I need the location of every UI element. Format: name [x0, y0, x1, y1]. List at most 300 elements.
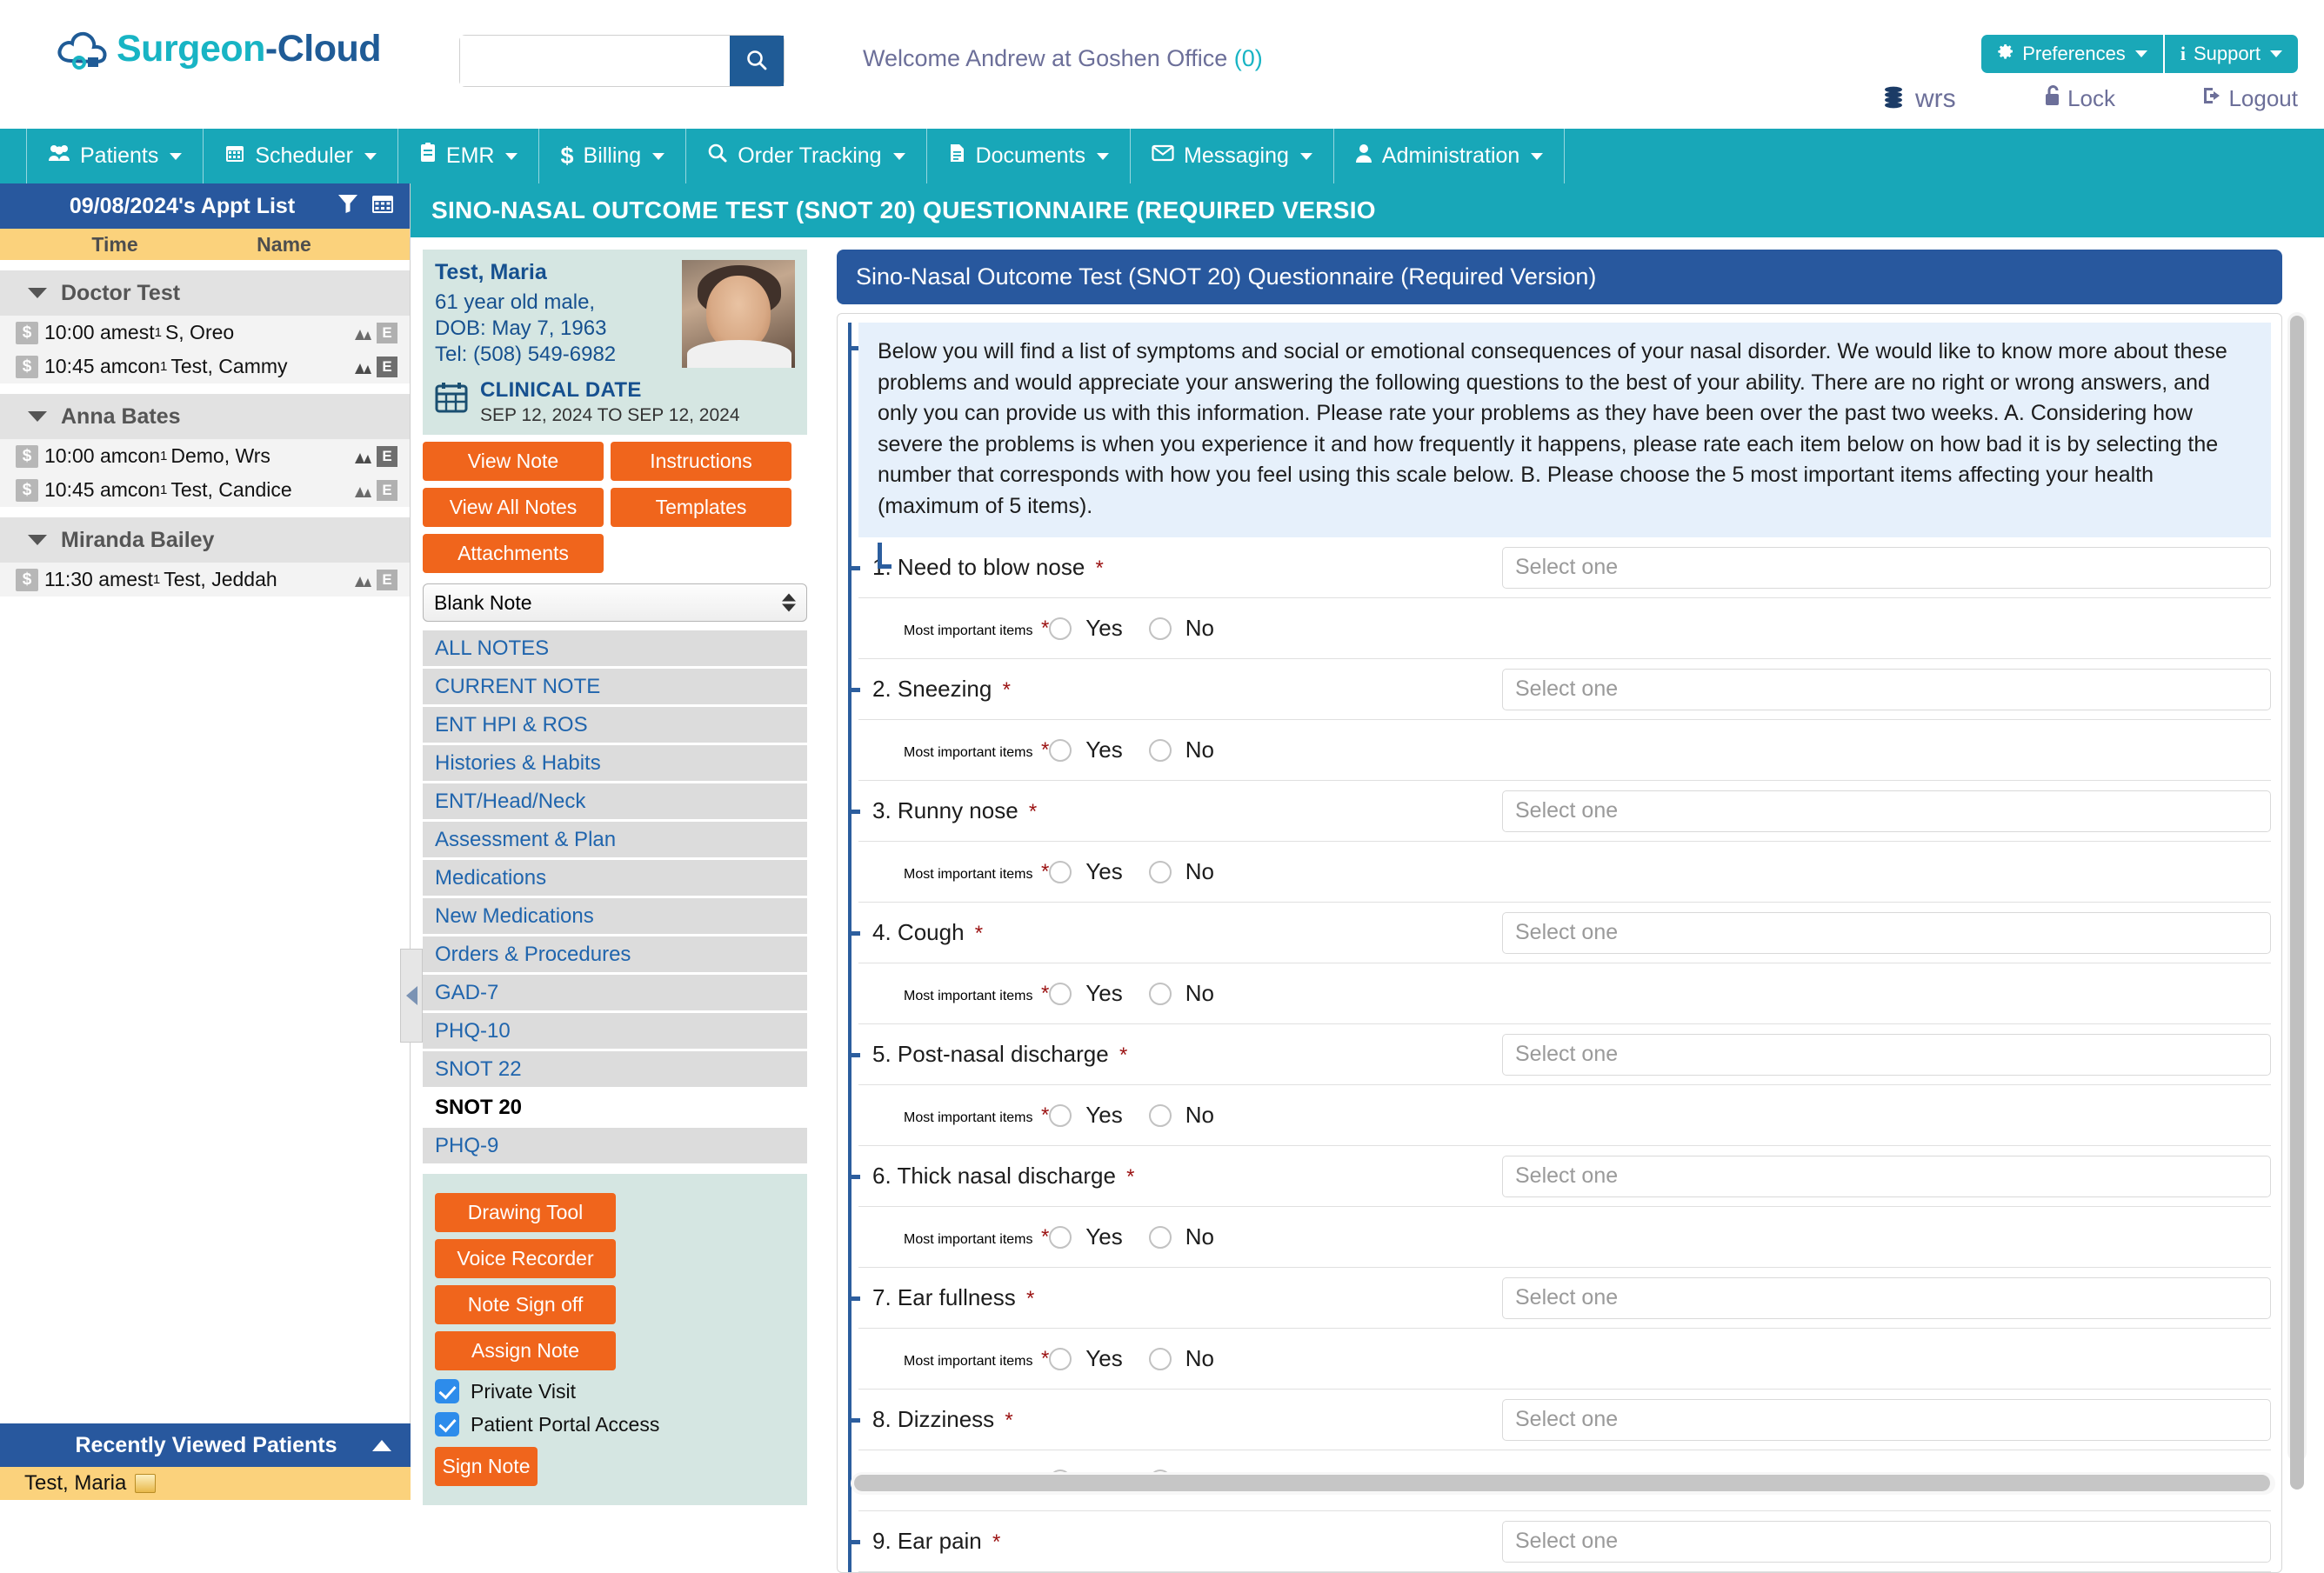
radio-no[interactable] [1149, 983, 1172, 1005]
yes-label: Yes [1085, 980, 1123, 1006]
no-label: No [1185, 615, 1214, 641]
note-link-orders-procedures[interactable]: Orders & Procedures [423, 936, 807, 972]
patient-portal-access-checkbox-row[interactable] [435, 1412, 795, 1436]
select-placeholder: Select one [1515, 555, 1619, 579]
most-important-row [858, 963, 2271, 1024]
yes-no-group [1049, 1223, 2271, 1250]
question-text: Dizziness [897, 1406, 995, 1432]
clinical-date-range: SEP 12, 2024 TO SEP 12, 2024 [480, 405, 740, 425]
provider-name: Miranda Bailey [61, 527, 215, 552]
chart-icon[interactable] [352, 357, 373, 377]
note-link-snot-22[interactable]: SNOT 22 [423, 1051, 807, 1087]
nav-item-emr[interactable] [397, 129, 539, 183]
main-navigation [0, 129, 2324, 183]
info-icon: i [2180, 43, 2186, 64]
question-row [858, 537, 2271, 598]
questionnaire-title: Sino-Nasal Outcome Test (SNOT 20) Questionnaire (Required Version) [837, 250, 2282, 304]
question-text: Runny nose [897, 797, 1018, 823]
app-logo[interactable] [54, 26, 381, 71]
required-marker: * [1005, 1409, 1013, 1432]
question-row [858, 1268, 2271, 1329]
question-row [858, 659, 2271, 720]
vertical-scrollbar[interactable] [2287, 312, 2307, 1462]
radio-no[interactable] [1149, 739, 1172, 762]
search-button[interactable] [730, 36, 784, 86]
no-label: No [1185, 980, 1214, 1006]
appointment-row[interactable] [0, 563, 410, 597]
chevron-down-icon [2270, 50, 2282, 57]
appointment-sup: 1 [152, 572, 161, 587]
select-placeholder: Select one [1515, 677, 1619, 701]
nav-label: Administration [1381, 143, 1520, 168]
question-number: 2. [872, 676, 892, 702]
questionnaire-intro: Below you will find a list of symptoms and social or emotional consequences of your nasal disorder. We would like to know more about these problems and would appreciate your answering the following questions to the best of your ability. There are no right or wrong answers, and only you can provide us with this information. Please rate your problems as they have been over the past two weeks. A. Considering how severe the problems is when you experience it and how frequently it happens, please rate each item below on how bad it is by selecting the number that corresponds with how you feel using this scale below. B. Please choose the 5 most important items affecting your health (maximum of 5 items). [858, 323, 2271, 537]
appointment-patient-name: S, Oreo [164, 321, 235, 343]
required-marker: * [1040, 859, 1050, 883]
e-badge[interactable]: E [377, 570, 397, 590]
question-text: Ear fullness [897, 1284, 1016, 1310]
vertical-scrollbar-thumb[interactable] [2290, 316, 2304, 1490]
patient-age-sex: 61 year old male, [435, 290, 596, 314]
question-number: 5. [872, 1041, 892, 1067]
no-label: No [1185, 737, 1214, 763]
nav-label: Messaging [1184, 143, 1289, 168]
appointment-group-header[interactable] [0, 517, 410, 563]
select-placeholder: Select one [1515, 1285, 1619, 1310]
avatar-coat [687, 340, 791, 368]
appointment-patient-name: Test, Candice [170, 478, 292, 501]
cloud-icon [54, 26, 113, 71]
logout-label: Logout [2228, 85, 2298, 111]
note-section-list [423, 630, 807, 1163]
question-row [858, 903, 2271, 963]
chevron-down-icon [505, 153, 518, 160]
radio-no[interactable] [1149, 1104, 1172, 1127]
logout-button[interactable] [2201, 85, 2298, 112]
required-marker: * [1040, 1224, 1050, 1249]
sub-question-text: Most important items [904, 1353, 1033, 1369]
recently-viewed-item[interactable] [0, 1467, 411, 1500]
chart-icon[interactable] [352, 323, 373, 343]
appointment-row[interactable] [0, 473, 410, 507]
nav-item-patients[interactable] [26, 129, 203, 183]
tree-branch [848, 1053, 860, 1057]
welcome-message [863, 45, 1263, 72]
gear-icon [1997, 43, 2014, 65]
chevron-down-icon [1097, 153, 1109, 160]
question-number: 8. [872, 1406, 892, 1432]
private-visit-label: Private Visit [471, 1379, 577, 1403]
sub-question-label [858, 738, 1049, 763]
yes-label: Yes [1085, 1102, 1123, 1128]
chevron-down-icon [28, 535, 47, 545]
question-select[interactable] [1502, 1034, 2271, 1076]
appointment-type: est [126, 568, 153, 590]
funnel-icon[interactable] [337, 192, 359, 221]
appointment-time: 11:30 am [44, 568, 127, 590]
note-type-value: Blank Note [434, 590, 532, 614]
required-marker: * [1040, 1103, 1050, 1127]
sub-question-label [858, 1347, 1049, 1371]
question-select[interactable] [1502, 1277, 2271, 1319]
billing-icon: $ [16, 569, 38, 591]
nav-label: Patients [80, 143, 159, 168]
note-link-ent-hpi-ros[interactable]: ENT HPI & ROS [423, 707, 807, 743]
nav-item-documents[interactable] [926, 129, 1130, 183]
appointment-type: con [127, 478, 160, 501]
recently-viewed-header[interactable] [0, 1423, 411, 1467]
yes-no-group [1049, 1102, 2271, 1129]
question-text: Cough [897, 919, 965, 945]
calendar-icon [435, 381, 468, 414]
e-badge[interactable]: E [377, 446, 397, 467]
appointment-row[interactable] [0, 316, 410, 350]
appointment-sup: 1 [160, 483, 168, 497]
questionnaire-scroll-area [837, 250, 2310, 1554]
appointment-badges [352, 446, 397, 467]
appointment-patient-name: Test, Cammy [170, 355, 288, 377]
yes-label: Yes [1085, 1345, 1123, 1371]
patient-card [423, 250, 807, 435]
appointment-time: 10:00 am [44, 444, 128, 467]
tree-rail [848, 323, 851, 1572]
chevron-down-icon [364, 153, 377, 160]
appointments-sidebar [0, 183, 411, 1500]
appointment-group-header[interactable] [0, 270, 410, 316]
appointment-type: est [127, 321, 155, 343]
provider-name: Doctor Test [61, 280, 181, 305]
avatar [682, 260, 795, 368]
radio-no[interactable] [1149, 617, 1172, 640]
chevron-down-icon [2135, 50, 2147, 57]
patient-action-buttons [423, 442, 807, 573]
question-text: Thick nasal discharge [897, 1163, 1116, 1189]
appointments-column-headers [0, 229, 410, 260]
question-row [858, 1146, 2271, 1207]
preferences-button[interactable] [1981, 35, 2163, 73]
question-label [858, 1041, 1502, 1068]
search-input[interactable] [460, 36, 730, 86]
provider-name: Anna Bates [61, 403, 181, 429]
question-label [858, 1163, 1502, 1190]
note-footer-actions [423, 1174, 807, 1505]
tree-branch [848, 810, 860, 814]
assign-note-button[interactable]: Assign Note [435, 1331, 616, 1370]
yes-no-group [1049, 737, 2271, 763]
yes-label: Yes [1085, 737, 1123, 763]
note-link-assessment-plan[interactable]: Assessment & Plan [423, 822, 807, 857]
question-number: 4. [872, 919, 892, 945]
appointment-time: 10:45 am [44, 478, 128, 501]
most-important-row [858, 1207, 2271, 1268]
most-important-row [858, 1085, 2271, 1146]
radio-yes[interactable] [1049, 1226, 1072, 1249]
chevron-down-icon [652, 153, 664, 160]
nav-label: EMR [445, 143, 495, 168]
question-text: Need to blow nose [897, 554, 1085, 580]
question-rows [858, 537, 2271, 1572]
question-row [858, 781, 2271, 842]
note-sign-off-button[interactable]: Note Sign off [435, 1285, 616, 1324]
chart-icon[interactable] [352, 570, 373, 590]
question-row [858, 1511, 2271, 1572]
sub-question-label [858, 860, 1049, 884]
question-number: 1. [872, 554, 892, 580]
appointment-badges [352, 357, 397, 377]
question-row [858, 1390, 2271, 1450]
private-visit-checkbox[interactable] [435, 1379, 459, 1403]
question-select[interactable] [1502, 912, 2271, 954]
chevron-down-icon [28, 288, 47, 298]
chevron-down-icon [1531, 153, 1543, 160]
question-select[interactable] [1502, 790, 2271, 832]
lock-label: Lock [2067, 85, 2116, 111]
support-button[interactable] [2163, 35, 2298, 73]
patient-dob: DOB: May 7, 1963 [435, 317, 607, 340]
welcome-text: Welcome Andrew at Goshen Office [863, 45, 1234, 71]
no-label: No [1185, 1345, 1214, 1371]
sidebar-collapse-handle[interactable] [400, 949, 423, 1043]
question-number: 6. [872, 1163, 892, 1189]
radio-yes[interactable] [1049, 1348, 1072, 1370]
sub-question-text: Most important items [904, 1110, 1033, 1125]
database-label: wrs [1915, 83, 1956, 113]
note-link-snot-20[interactable]: SNOT 20 [423, 1090, 807, 1125]
note-link-all-notes[interactable]: ALL NOTES [423, 630, 807, 666]
appointments-title: 09/08/2024's Appt List [69, 193, 296, 218]
patient-name: Test, Maria [435, 260, 547, 284]
yes-label: Yes [1085, 615, 1123, 641]
app-header [0, 0, 2324, 129]
templates-button[interactable]: Templates [611, 488, 791, 527]
yes-label: Yes [1085, 858, 1123, 884]
recently-viewed-title: Recently Viewed Patients [75, 1432, 337, 1457]
private-visit-checkbox-row[interactable] [435, 1379, 795, 1403]
select-placeholder: Select one [1515, 1163, 1619, 1188]
view-note-button[interactable]: View Note [423, 442, 604, 481]
nav-item-messaging[interactable] [1130, 129, 1333, 183]
appointment-patient-name: Test, Jeddah [164, 568, 277, 590]
patient-phone: Tel: (508) 549-6982 [435, 343, 617, 366]
chart-icon[interactable] [352, 446, 373, 467]
sub-question-text: Most important items [904, 744, 1033, 760]
note-link-new-medications[interactable]: New Medications [423, 898, 807, 934]
header-secondary-row [1880, 83, 2298, 114]
attachments-button[interactable]: Attachments [423, 534, 604, 573]
patient-panel [411, 237, 823, 1500]
chevron-down-icon [1300, 153, 1312, 160]
note-link-phq-9[interactable]: PHQ-9 [423, 1128, 807, 1163]
no-label: No [1185, 1223, 1214, 1250]
required-marker: * [1028, 800, 1038, 823]
nav-label: Order Tracking [738, 143, 882, 168]
person-icon [1355, 143, 1372, 170]
radio-no[interactable] [1149, 1226, 1172, 1249]
chevron-up-icon [372, 1440, 391, 1451]
radio-yes[interactable] [1049, 739, 1072, 762]
note-type-select[interactable] [423, 583, 807, 622]
tree-elbow [878, 543, 892, 569]
note-link-gad-7[interactable]: GAD-7 [423, 975, 807, 1010]
note-link-histories-habits[interactable]: Histories & Habits [423, 745, 807, 781]
question-label [858, 1528, 1502, 1555]
unlock-icon [2042, 84, 2063, 113]
yes-no-group [1049, 615, 2271, 642]
column-header-time: Time [91, 232, 138, 256]
spacer [0, 260, 410, 270]
radio-no[interactable] [1149, 861, 1172, 883]
most-important-row [858, 842, 2271, 903]
appointment-badges [352, 323, 397, 343]
nav-item-administration[interactable] [1333, 129, 1565, 183]
question-label [858, 1284, 1502, 1311]
select-placeholder: Select one [1515, 920, 1619, 944]
question-text: Post-nasal discharge [897, 1041, 1109, 1067]
yes-label: Yes [1085, 1223, 1123, 1250]
question-number: 9. [872, 1528, 892, 1554]
note-tool-buttons [435, 1193, 795, 1370]
radio-yes[interactable] [1049, 983, 1072, 1005]
required-marker: * [992, 1530, 1001, 1554]
welcome-count: (0) [1233, 45, 1263, 71]
patient-portal-access-label: Patient Portal Access [471, 1412, 660, 1436]
nav-item-billing[interactable] [538, 129, 685, 183]
required-marker: * [1095, 557, 1104, 580]
select-placeholder: Select one [1515, 798, 1619, 823]
question-label [858, 1406, 1502, 1433]
patient-portal-access-checkbox[interactable] [435, 1412, 459, 1436]
tree-branch [848, 1296, 860, 1301]
sub-question-text: Most important items [904, 988, 1033, 1003]
billing-icon: $ [16, 322, 38, 344]
question-label [858, 676, 1502, 703]
sub-question-text: Most important items [904, 623, 1033, 638]
spacer [0, 383, 410, 394]
nav-item-scheduler[interactable] [203, 129, 397, 183]
radio-yes[interactable] [1049, 1104, 1072, 1127]
billing-icon: $ [16, 356, 38, 378]
database-icon [1880, 83, 1907, 114]
required-marker: * [1119, 1043, 1128, 1067]
nav-label: Billing [583, 143, 642, 168]
tree-branch [848, 931, 860, 936]
most-important-row [858, 598, 2271, 659]
clinical-date-block [435, 378, 795, 426]
question-row [858, 1024, 2271, 1085]
logo-text-cloud: -Cloud [264, 27, 382, 70]
logo-text [117, 28, 381, 70]
sign-note-button[interactable]: Sign Note [435, 1447, 538, 1486]
billing-icon: $ [16, 445, 38, 468]
question-select[interactable] [1502, 547, 2271, 589]
note-link-ent-head-neck[interactable]: ENT/Head/Neck [423, 783, 807, 819]
lock-button[interactable] [2042, 84, 2115, 113]
e-badge[interactable]: E [377, 323, 397, 343]
view-all-notes-button[interactable]: View All Notes [423, 488, 604, 527]
logout-icon [2201, 85, 2224, 112]
select-placeholder: Select one [1515, 1042, 1619, 1066]
tree-branch [848, 688, 860, 692]
appointment-time: 10:45 am [44, 355, 128, 377]
tree-branch [848, 1418, 860, 1423]
yes-no-group [1049, 980, 2271, 1007]
sub-question-text: Most important items [904, 1231, 1033, 1247]
sub-question-label [858, 1103, 1049, 1128]
required-marker: * [1040, 616, 1050, 640]
search-icon [707, 143, 728, 170]
appointment-sup: 1 [154, 325, 162, 340]
appointment-type: con [127, 444, 160, 467]
tree-branch [848, 1175, 860, 1179]
note-link-phq-10[interactable]: PHQ-10 [423, 1013, 807, 1049]
nav-item-order-tracking[interactable] [685, 129, 925, 183]
appointment-row[interactable] [0, 350, 410, 383]
radio-yes[interactable] [1049, 861, 1072, 883]
required-marker: * [974, 922, 984, 945]
question-number: 7. [872, 1284, 892, 1310]
calendar-icon[interactable] [371, 192, 394, 221]
nav-label: Documents [975, 143, 1086, 168]
voice-recorder-button[interactable]: Voice Recorder [435, 1239, 616, 1278]
appointment-group-header[interactable] [0, 394, 410, 439]
page-title: SINO-NASAL OUTCOME TEST (SNOT 20) QUESTIONNAIRE (REQUIRED VERSIO [411, 183, 2324, 237]
question-select[interactable] [1502, 1521, 2271, 1563]
tree-branch [848, 566, 860, 570]
e-badge[interactable]: E [377, 480, 397, 501]
required-marker: * [1026, 1287, 1035, 1310]
note-link-medications[interactable]: Medications [423, 860, 807, 896]
appointment-row[interactable] [0, 439, 410, 473]
select-placeholder: Select one [1515, 1407, 1619, 1431]
instructions-button[interactable]: Instructions [611, 442, 791, 481]
question-select[interactable] [1502, 1399, 2271, 1441]
global-search[interactable] [459, 35, 785, 87]
radio-yes[interactable] [1049, 617, 1072, 640]
content-row [411, 237, 2324, 1554]
chevron-left-icon [406, 986, 417, 1005]
horizontal-scrollbar[interactable] [851, 1472, 2275, 1495]
question-text: Sneezing [897, 676, 992, 702]
chart-icon[interactable] [352, 480, 373, 501]
yes-no-group [1049, 858, 2271, 885]
drawing-tool-button[interactable]: Drawing Tool [435, 1193, 616, 1232]
app-body [0, 183, 2324, 1554]
note-link-current-note[interactable]: CURRENT NOTE [423, 669, 807, 704]
users-icon [48, 143, 70, 169]
question-label [858, 797, 1502, 824]
appointments-header [0, 183, 410, 229]
question-number: 3. [872, 797, 892, 823]
horizontal-scrollbar-thumb[interactable] [854, 1475, 2270, 1491]
question-text: Ear pain [897, 1528, 982, 1554]
main-content [411, 183, 2324, 1554]
clinical-date-label: CLINICAL DATE [480, 378, 642, 402]
questionnaire-body [837, 313, 2282, 1573]
spacer [0, 507, 410, 517]
question-select[interactable] [1502, 1156, 2271, 1197]
question-select[interactable] [1502, 669, 2271, 710]
appointment-sup: 1 [160, 449, 168, 463]
dollar-icon: $ [560, 143, 574, 169]
billing-icon: $ [16, 479, 38, 502]
appointment-time: 10:00 am [44, 321, 128, 343]
document-icon [948, 143, 966, 170]
e-badge[interactable]: E [377, 357, 397, 377]
radio-no[interactable] [1149, 1348, 1172, 1370]
appointment-badges [352, 570, 397, 590]
database-indicator [1880, 83, 1956, 114]
tree-branch [848, 1540, 860, 1544]
